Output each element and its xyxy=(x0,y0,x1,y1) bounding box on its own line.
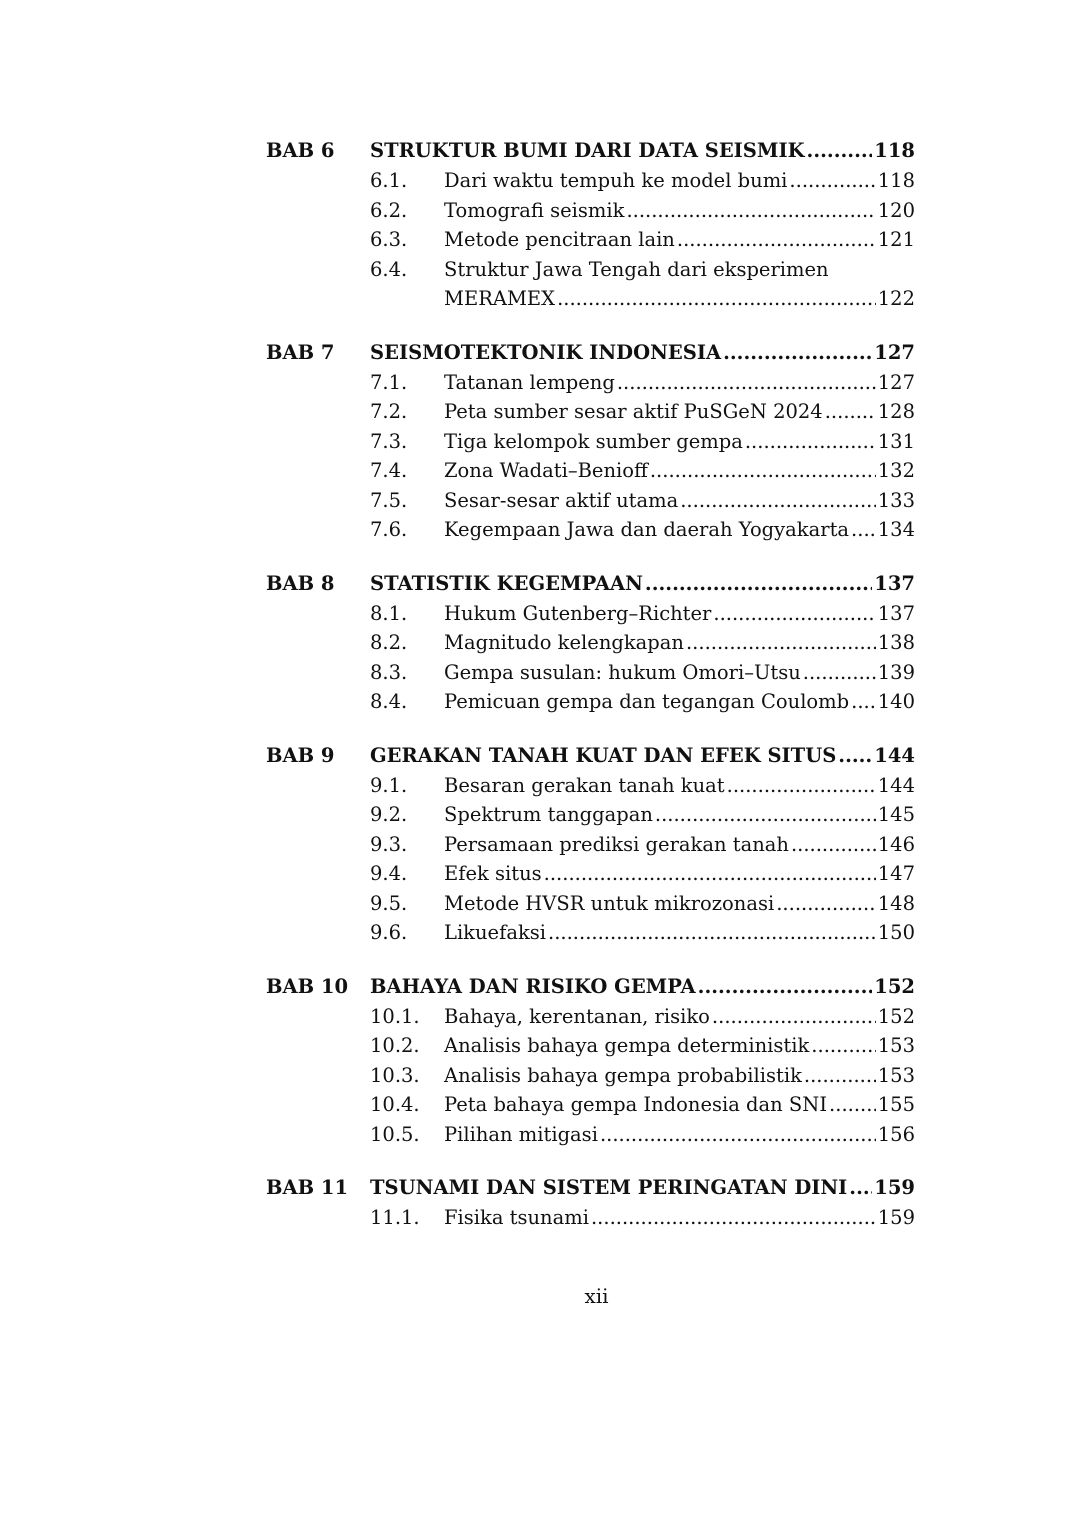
dot-leader xyxy=(591,1203,876,1233)
section-title: Dari waktu tempuh ke model bumi xyxy=(444,169,788,192)
section-number: 11.1. xyxy=(370,1206,420,1229)
section-entry xyxy=(266,225,915,255)
section-entry xyxy=(266,368,915,398)
section-number: 7.6. xyxy=(370,518,408,541)
section-page: 139 xyxy=(877,660,915,684)
dot-leader xyxy=(803,658,876,688)
section-number: 9.5. xyxy=(370,891,408,915)
chapter-label: BAB 8 xyxy=(266,571,335,595)
dot-leader xyxy=(851,687,876,717)
chapter-heading xyxy=(266,741,915,771)
section-entry xyxy=(266,397,915,427)
dot-leader xyxy=(548,918,876,948)
dot-leader xyxy=(789,166,875,196)
chapter-page: 152 xyxy=(874,974,915,998)
section-number: 6.3. xyxy=(370,228,408,251)
section-page: 153 xyxy=(877,1063,915,1087)
section-page: 150 xyxy=(877,921,915,944)
chapter-page: 127 xyxy=(874,340,915,364)
section-entry-continued xyxy=(266,284,915,314)
section-number: 10.1. xyxy=(370,1004,420,1028)
chapter-block xyxy=(266,338,915,545)
section-number: 8.3. xyxy=(370,660,408,684)
section-title: Fisika tsunami xyxy=(444,1206,589,1229)
section-page: 156 xyxy=(877,1122,915,1146)
section-entry xyxy=(266,771,915,801)
chapter-title: TSUNAMI DAN SISTEM PERINGATAN DINI xyxy=(370,1176,848,1199)
section-number: 9.1. xyxy=(370,773,408,797)
chapter-label: BAB 6 xyxy=(266,139,335,162)
section-entry xyxy=(266,800,915,830)
section-number: 6.2. xyxy=(370,198,408,222)
chapter-label: BAB 7 xyxy=(266,340,335,364)
section-number: 7.2. xyxy=(370,400,408,423)
section-title: Analisis bahaya gempa deterministik xyxy=(444,1034,810,1057)
chapter-block xyxy=(266,1173,915,1233)
section-title: Peta sumber sesar aktif PuSGeN 2024 xyxy=(444,400,823,423)
section-title: Bahaya, kerentanan, risiko xyxy=(444,1004,710,1028)
dot-leader xyxy=(645,569,872,599)
section-page: 148 xyxy=(877,891,915,915)
section-entry xyxy=(266,1002,915,1032)
chapter-label: BAB 9 xyxy=(266,743,335,767)
section-number: 8.2. xyxy=(370,631,408,654)
section-title: Metode pencitraan lain xyxy=(444,228,675,251)
section-title: Zona Wadati–Benioff xyxy=(444,459,648,482)
chapter-page: 144 xyxy=(874,743,915,767)
section-title: Pemicuan gempa dan tegangan Coulomb xyxy=(444,690,850,713)
section-number: 6.1. xyxy=(370,169,408,192)
dot-leader xyxy=(617,368,876,398)
dot-leader xyxy=(776,889,876,919)
section-page: 127 xyxy=(877,370,915,394)
section-title: Magnitudo kelengkapan xyxy=(444,631,684,654)
section-page: 120 xyxy=(877,198,915,222)
section-entry xyxy=(266,599,915,629)
chapter-heading xyxy=(266,569,915,599)
section-page: 121 xyxy=(877,228,915,251)
section-entry xyxy=(266,859,915,889)
section-title-continued: MERAMEX xyxy=(444,287,556,310)
section-number: 9.6. xyxy=(370,921,408,944)
section-title: Hukum Gutenberg–Richter xyxy=(444,601,712,625)
section-entry xyxy=(266,687,915,717)
section-entry xyxy=(266,1031,915,1061)
section-entry xyxy=(266,658,915,688)
section-entry xyxy=(266,628,915,658)
chapter-block xyxy=(266,741,915,948)
chapter-heading xyxy=(266,136,915,166)
section-page: 144 xyxy=(877,773,915,797)
section-title: Persamaan prediksi gerakan tanah xyxy=(444,832,789,856)
chapter-block xyxy=(266,569,915,717)
page-number: xii xyxy=(584,1284,609,1308)
section-number: 8.4. xyxy=(370,690,408,713)
section-number: 6.4. xyxy=(370,257,408,281)
dot-leader xyxy=(557,284,876,314)
chapter-title: STATISTIK KEGEMPAAN xyxy=(370,571,643,595)
section-entry xyxy=(266,486,915,516)
section-number: 10.2. xyxy=(370,1034,420,1057)
section-title: Tiga kelompok sumber gempa xyxy=(444,429,743,453)
section-title: Peta bahaya gempa Indonesia dan SNI xyxy=(444,1093,828,1116)
section-number: 8.1. xyxy=(370,601,408,625)
section-title: Spektrum tanggapan xyxy=(444,803,653,826)
section-title: Tatanan lempeng xyxy=(444,370,615,394)
dot-leader xyxy=(851,515,876,545)
dot-leader xyxy=(712,1002,876,1032)
section-page: 152 xyxy=(877,1004,915,1028)
section-entry xyxy=(266,515,915,545)
dot-leader xyxy=(600,1120,876,1150)
dot-leader xyxy=(686,628,876,658)
section-page: 147 xyxy=(877,862,915,885)
section-entry xyxy=(266,889,915,919)
chapter-title: STRUKTUR BUMI DARI DATA SEISMIK xyxy=(370,139,805,162)
section-page: 155 xyxy=(877,1093,915,1116)
section-title: Sesar-sesar aktif utama xyxy=(444,488,679,512)
dot-leader xyxy=(745,427,876,457)
section-page: 128 xyxy=(877,400,915,423)
section-entry xyxy=(266,1120,915,1150)
section-title: Kegempaan Jawa dan daerah Yogyakarta xyxy=(444,518,850,541)
section-entry xyxy=(266,830,915,860)
chapter-heading xyxy=(266,972,915,1002)
section-entry xyxy=(266,918,915,948)
section-number: 7.1. xyxy=(370,370,408,394)
dot-leader xyxy=(811,1031,875,1061)
section-number: 10.5. xyxy=(370,1122,420,1146)
section-page: 131 xyxy=(877,429,915,453)
section-entry xyxy=(266,255,915,285)
chapter-page: 137 xyxy=(874,571,915,595)
chapter-label: BAB 10 xyxy=(266,974,349,998)
section-entry xyxy=(266,166,915,196)
table-of-contents xyxy=(266,136,915,1257)
chapter-label: BAB 11 xyxy=(266,1176,349,1199)
chapter-page: 118 xyxy=(874,139,915,162)
section-entry xyxy=(266,1203,915,1233)
section-page: 159 xyxy=(877,1206,915,1229)
section-page: 138 xyxy=(877,631,915,654)
section-page: 133 xyxy=(877,488,915,512)
dot-leader xyxy=(838,741,872,771)
dot-leader xyxy=(804,1061,876,1091)
section-number: 9.4. xyxy=(370,862,408,885)
section-page: 145 xyxy=(877,803,915,826)
section-title: Besaran gerakan tanah kuat xyxy=(444,773,725,797)
section-page: 146 xyxy=(877,832,915,856)
chapter-title: SEISMOTEKTONIK INDONESIA xyxy=(370,340,722,364)
dot-leader xyxy=(698,972,873,1002)
section-entry xyxy=(266,456,915,486)
section-number: 9.2. xyxy=(370,803,408,826)
chapter-title: GERAKAN TANAH KUAT DAN EFEK SITUS xyxy=(370,743,837,767)
chapter-block xyxy=(266,972,915,1150)
section-title: Tomografi seismik xyxy=(444,198,625,222)
dot-leader xyxy=(849,1173,872,1203)
chapter-page: 159 xyxy=(874,1176,915,1199)
section-title: Metode HVSR untuk mikrozonasi xyxy=(444,891,775,915)
section-entry xyxy=(266,427,915,457)
section-title: Likuefaksi xyxy=(444,921,547,944)
section-page: 122 xyxy=(877,287,915,310)
dot-leader xyxy=(807,136,873,166)
chapter-title: BAHAYA DAN RISIKO GEMPA xyxy=(370,974,696,998)
dot-leader xyxy=(650,456,876,486)
dot-leader xyxy=(626,196,875,226)
dot-leader xyxy=(723,338,872,368)
dot-leader xyxy=(680,486,876,516)
dot-leader xyxy=(544,859,876,889)
chapter-heading xyxy=(266,338,915,368)
chapter-block xyxy=(266,136,915,314)
section-title: Analisis bahaya gempa probabilistik xyxy=(444,1063,802,1087)
section-entry xyxy=(266,196,915,226)
section-entry xyxy=(266,1090,915,1120)
section-page: 132 xyxy=(877,459,915,482)
section-title: Struktur Jawa Tengah dari eksperimen xyxy=(444,257,829,281)
section-entry xyxy=(266,1061,915,1091)
section-page: 118 xyxy=(877,169,915,192)
dot-leader xyxy=(713,599,875,629)
chapter-heading xyxy=(266,1173,915,1203)
section-number: 7.3. xyxy=(370,429,408,453)
section-number: 7.4. xyxy=(370,459,408,482)
section-title: Gempa susulan: hukum Omori–Utsu xyxy=(444,660,801,684)
section-number: 10.4. xyxy=(370,1093,420,1116)
dot-leader xyxy=(829,1090,876,1120)
dot-leader xyxy=(655,800,876,830)
section-page: 134 xyxy=(877,518,915,541)
dot-leader xyxy=(791,830,876,860)
section-page: 137 xyxy=(877,601,915,625)
section-title: Efek situs xyxy=(444,862,542,885)
dot-leader xyxy=(727,771,876,801)
section-number: 9.3. xyxy=(370,832,408,856)
section-number: 7.5. xyxy=(370,488,408,512)
section-number: 10.3. xyxy=(370,1063,420,1087)
section-page: 153 xyxy=(877,1034,915,1057)
dot-leader xyxy=(677,225,876,255)
section-page: 140 xyxy=(877,690,915,713)
section-title: Pilihan mitigasi xyxy=(444,1122,598,1146)
dot-leader xyxy=(825,397,876,427)
